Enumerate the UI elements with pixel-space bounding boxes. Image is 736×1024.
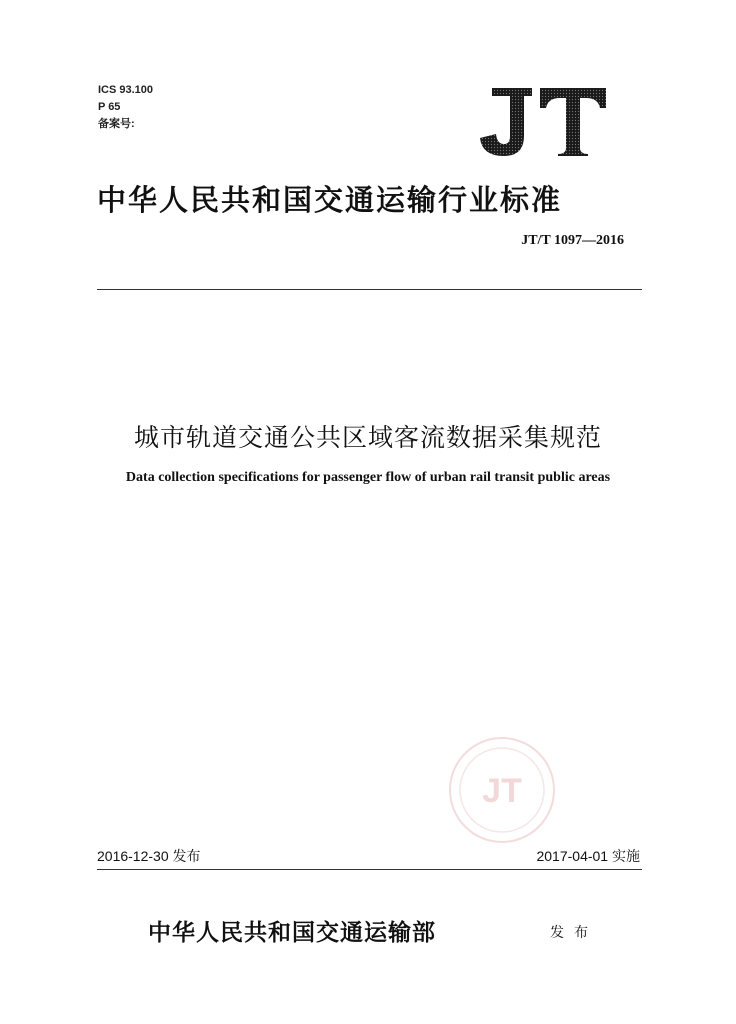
issue-label: 发布 — [550, 925, 598, 941]
standard-title-chinese: 城市轨道交通公共区域客流数据采集规范 — [133, 423, 602, 452]
bottom-divider — [97, 869, 642, 870]
ics-number: ICS 93.100 — [98, 84, 154, 96]
ccs-number: P 65 — [98, 101, 121, 113]
jt-seal-watermark — [446, 734, 558, 846]
top-divider — [97, 289, 642, 290]
standard-title-english: Data collection specifications for passenger flow of urban rail transit public areas — [125, 470, 611, 485]
jt-logo — [478, 86, 608, 158]
industry-standard-title: 中华人民共和国交通运输行业标准 — [97, 183, 563, 217]
classification-block — [98, 82, 153, 133]
issuing-authority: 中华人民共和国交通运输部 — [148, 919, 436, 946]
release-date: 2016-12-30 发布 — [97, 848, 201, 864]
record-number-label: 备案号: — [98, 118, 135, 130]
standard-code: JT/T 1097—2016 — [521, 233, 624, 248]
implementation-date: 2017-04-01 实施 — [536, 848, 640, 864]
watermark-text: JT — [482, 772, 522, 810]
